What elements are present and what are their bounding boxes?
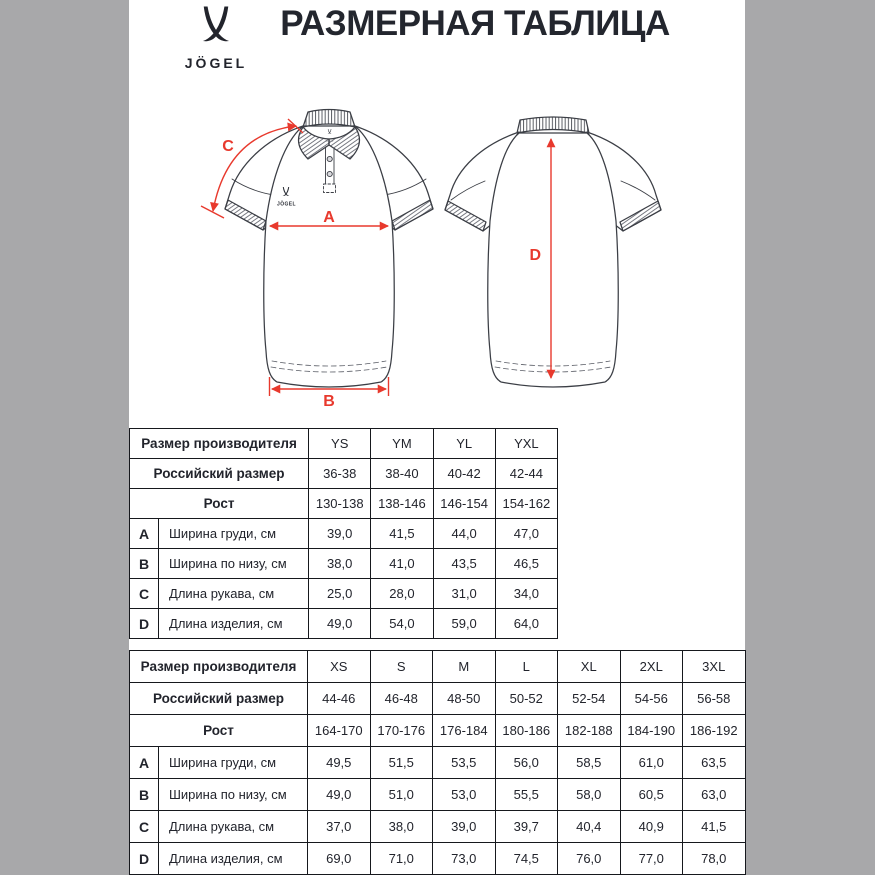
table-header-row — [130, 715, 746, 747]
measure-value-cell: 40,4 — [558, 811, 621, 843]
measure-value-cell: 78,0 — [683, 843, 746, 875]
header-label: Рост — [130, 715, 308, 747]
header-value-cell: 154-162 — [495, 489, 557, 519]
header-value-cell: 170-176 — [370, 715, 433, 747]
table-measure-row — [130, 747, 746, 779]
size-table-adult — [129, 650, 746, 875]
measure-value-cell: 53,0 — [433, 779, 496, 811]
measure-label: Ширина по низу, см — [159, 779, 308, 811]
header-value-cell: YS — [309, 429, 371, 459]
measure-value-cell: 53,5 — [433, 747, 496, 779]
header-value-cell: 138-146 — [371, 489, 433, 519]
measure-value-cell: 38,0 — [309, 549, 371, 579]
measure-value-cell: 61,0 — [620, 747, 683, 779]
measure-label: Ширина груди, см — [159, 747, 308, 779]
measure-value-cell: 46,5 — [495, 549, 557, 579]
header-label: Российский размер — [130, 459, 309, 489]
measure-value-cell: 49,0 — [309, 609, 371, 639]
header-label: Размер производителя — [130, 429, 309, 459]
collar-band — [303, 110, 355, 128]
jogel-v-emblem-icon — [193, 2, 239, 54]
measure-value-cell: 43,5 — [433, 549, 495, 579]
measure-value-cell: 73,0 — [433, 843, 496, 875]
measure-label: Длина рукава, см — [159, 579, 309, 609]
header-value-cell: 164-170 — [308, 715, 371, 747]
chest-logo-text: JÖGEL — [277, 201, 296, 208]
measure-value-cell: 28,0 — [371, 579, 433, 609]
header-value-cell: 50-52 — [495, 683, 558, 715]
page-title: РАЗМЕРНАЯ ТАБЛИЦА — [280, 4, 670, 43]
measure-value-cell: 38,0 — [370, 811, 433, 843]
measure-value-cell: 63,5 — [683, 747, 746, 779]
size-table-youth — [129, 428, 558, 639]
measure-label: Длина изделия, см — [159, 843, 308, 875]
header-value-cell: 180-186 — [495, 715, 558, 747]
polo-front-drawing — [225, 110, 433, 388]
measure-value-cell: 55,5 — [495, 779, 558, 811]
measure-value-cell: 58,5 — [558, 747, 621, 779]
header-value-cell: YXL — [495, 429, 557, 459]
header-value-cell: L — [495, 651, 558, 683]
table-measure-row — [130, 843, 746, 875]
table-measure-row — [130, 579, 558, 609]
table-header-row — [130, 683, 746, 715]
measure-label: Длина рукава, см — [159, 811, 308, 843]
header-value-cell: 2XL — [620, 651, 683, 683]
measure-value-cell: 63,0 — [683, 779, 746, 811]
dimension-label-d: D — [529, 247, 541, 264]
header-value-cell: 36-38 — [309, 459, 371, 489]
measure-key: D — [130, 609, 159, 639]
header-value-cell: M — [433, 651, 496, 683]
measure-value-cell: 47,0 — [495, 519, 557, 549]
measure-label: Ширина груди, см — [159, 519, 309, 549]
measure-value-cell: 37,0 — [308, 811, 371, 843]
back-collar-band — [517, 117, 589, 133]
header-value-cell: 54-56 — [620, 683, 683, 715]
measure-label: Длина изделия, см — [159, 609, 309, 639]
header-value-cell: 44-46 — [308, 683, 371, 715]
header-value-cell: 40-42 — [433, 459, 495, 489]
header-value-cell: 38-40 — [371, 459, 433, 489]
measure-value-cell: 39,0 — [433, 811, 496, 843]
logo-wordmark: JÖGEL — [184, 55, 248, 71]
table-header-row — [130, 489, 558, 519]
header-value-cell: XS — [308, 651, 371, 683]
header-value-cell: 184-190 — [620, 715, 683, 747]
jogel-logo — [175, 2, 257, 71]
polo-shirt-diagram — [129, 95, 745, 415]
header-value-cell: 46-48 — [370, 683, 433, 715]
measure-value-cell: 40,9 — [620, 811, 683, 843]
measure-value-cell: 71,0 — [370, 843, 433, 875]
measure-value-cell: 41,5 — [683, 811, 746, 843]
measure-value-cell: 74,5 — [495, 843, 558, 875]
measure-value-cell: 31,0 — [433, 579, 495, 609]
measure-value-cell: 69,0 — [308, 843, 371, 875]
measure-value-cell: 54,0 — [371, 609, 433, 639]
header-value-cell: 3XL — [683, 651, 746, 683]
table-measure-row — [130, 811, 746, 843]
polo-back-drawing — [445, 117, 661, 387]
button — [327, 156, 332, 161]
measure-key: C — [130, 579, 159, 609]
measure-value-cell: 76,0 — [558, 843, 621, 875]
header-value-cell: S — [370, 651, 433, 683]
table-header-row — [130, 459, 558, 489]
measure-value-cell: 39,7 — [495, 811, 558, 843]
button — [327, 171, 332, 176]
header-value-cell: 186-192 — [683, 715, 746, 747]
measure-value-cell: 41,5 — [371, 519, 433, 549]
measure-value-cell: 56,0 — [495, 747, 558, 779]
header-value-cell: YL — [433, 429, 495, 459]
header-value-cell: 42-44 — [495, 459, 557, 489]
header-value-cell: 176-184 — [433, 715, 496, 747]
measure-value-cell: 59,0 — [433, 609, 495, 639]
measure-value-cell: 77,0 — [620, 843, 683, 875]
dimension-label-b: B — [323, 393, 335, 410]
header-value-cell: 182-188 — [558, 715, 621, 747]
measure-value-cell: 58,0 — [558, 779, 621, 811]
dimension-label-a: A — [323, 209, 335, 226]
measure-value-cell: 51,5 — [370, 747, 433, 779]
measure-key: A — [130, 519, 159, 549]
measure-value-cell: 60,5 — [620, 779, 683, 811]
header-value-cell: YM — [371, 429, 433, 459]
measure-key: B — [130, 779, 159, 811]
measure-value-cell: 51,0 — [370, 779, 433, 811]
measure-value-cell: 49,0 — [308, 779, 371, 811]
table-measure-row — [130, 609, 558, 639]
measure-key: B — [130, 549, 159, 579]
header-value-cell: 56-58 — [683, 683, 746, 715]
measure-value-cell: 64,0 — [495, 609, 557, 639]
header-value-cell: 146-154 — [433, 489, 495, 519]
measure-value-cell: 25,0 — [309, 579, 371, 609]
measure-label: Ширина по низу, см — [159, 549, 309, 579]
measure-value-cell: 39,0 — [309, 519, 371, 549]
header-value-cell: 48-50 — [433, 683, 496, 715]
header-label: Российский размер — [130, 683, 308, 715]
measure-key: D — [130, 843, 159, 875]
content-sheet — [129, 0, 745, 875]
table-measure-row — [130, 519, 558, 549]
header-value-cell: 52-54 — [558, 683, 621, 715]
table-measure-row — [130, 549, 558, 579]
table-header-row — [130, 651, 746, 683]
header-label: Размер производителя — [130, 651, 308, 683]
measure-value-cell: 41,0 — [371, 549, 433, 579]
measure-value-cell: 49,5 — [308, 747, 371, 779]
header-value-cell: 130-138 — [309, 489, 371, 519]
measure-value-cell: 34,0 — [495, 579, 557, 609]
header-label: Рост — [130, 489, 309, 519]
measure-key: C — [130, 811, 159, 843]
measure-value-cell: 44,0 — [433, 519, 495, 549]
table-measure-row — [130, 779, 746, 811]
dimension-label-c: C — [222, 138, 234, 155]
table-header-row — [130, 429, 558, 459]
header-value-cell: XL — [558, 651, 621, 683]
measure-key: A — [130, 747, 159, 779]
